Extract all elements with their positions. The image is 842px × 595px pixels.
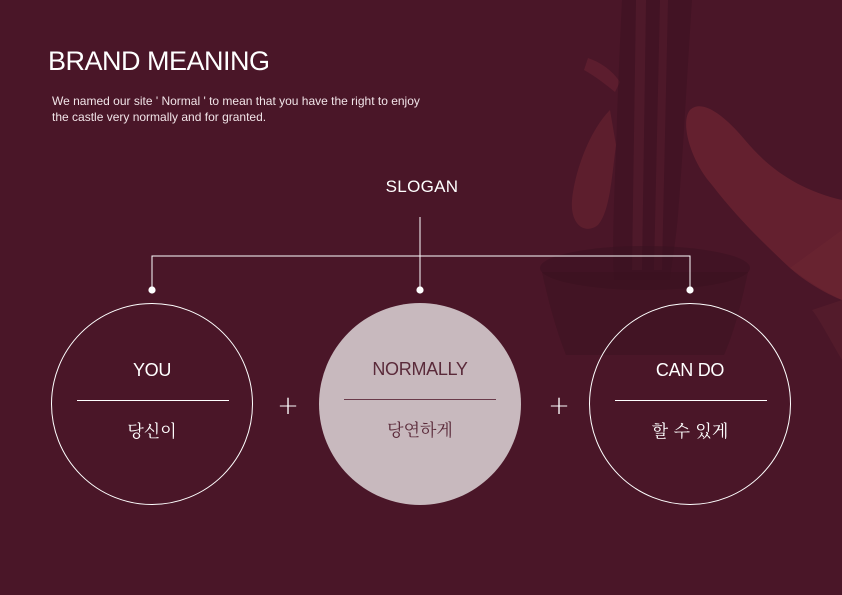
node-you — [51, 303, 253, 505]
plus-operator: + — [277, 391, 299, 421]
description-line: the castle very normally and for granted. — [52, 110, 267, 124]
node-normally — [319, 303, 521, 505]
node-label-ko: 당신이 — [127, 422, 177, 442]
node-divider — [615, 400, 767, 401]
slogan-label: SLOGAN — [385, 177, 459, 196]
connector-dot — [686, 286, 693, 293]
connector-dot — [148, 286, 155, 293]
node-label-ko: 할 수 있게 — [651, 422, 729, 442]
connector-dot — [416, 286, 423, 293]
node-divider — [77, 400, 229, 401]
description-line: We named our site ' Normal ' to mean that you have the right to enjoy — [52, 94, 420, 108]
plus-operator: + — [548, 391, 570, 421]
connector-branch — [152, 256, 690, 290]
node-can-do — [589, 303, 791, 505]
node-label-ko: 당연하게 — [387, 421, 453, 441]
node-label-en: NORMALLY — [372, 359, 468, 379]
node-divider — [344, 399, 496, 400]
page-title: BRAND MEANING — [48, 46, 270, 76]
node-label-en: YOU — [132, 360, 172, 380]
node-label-en: CAN DO — [655, 360, 725, 380]
